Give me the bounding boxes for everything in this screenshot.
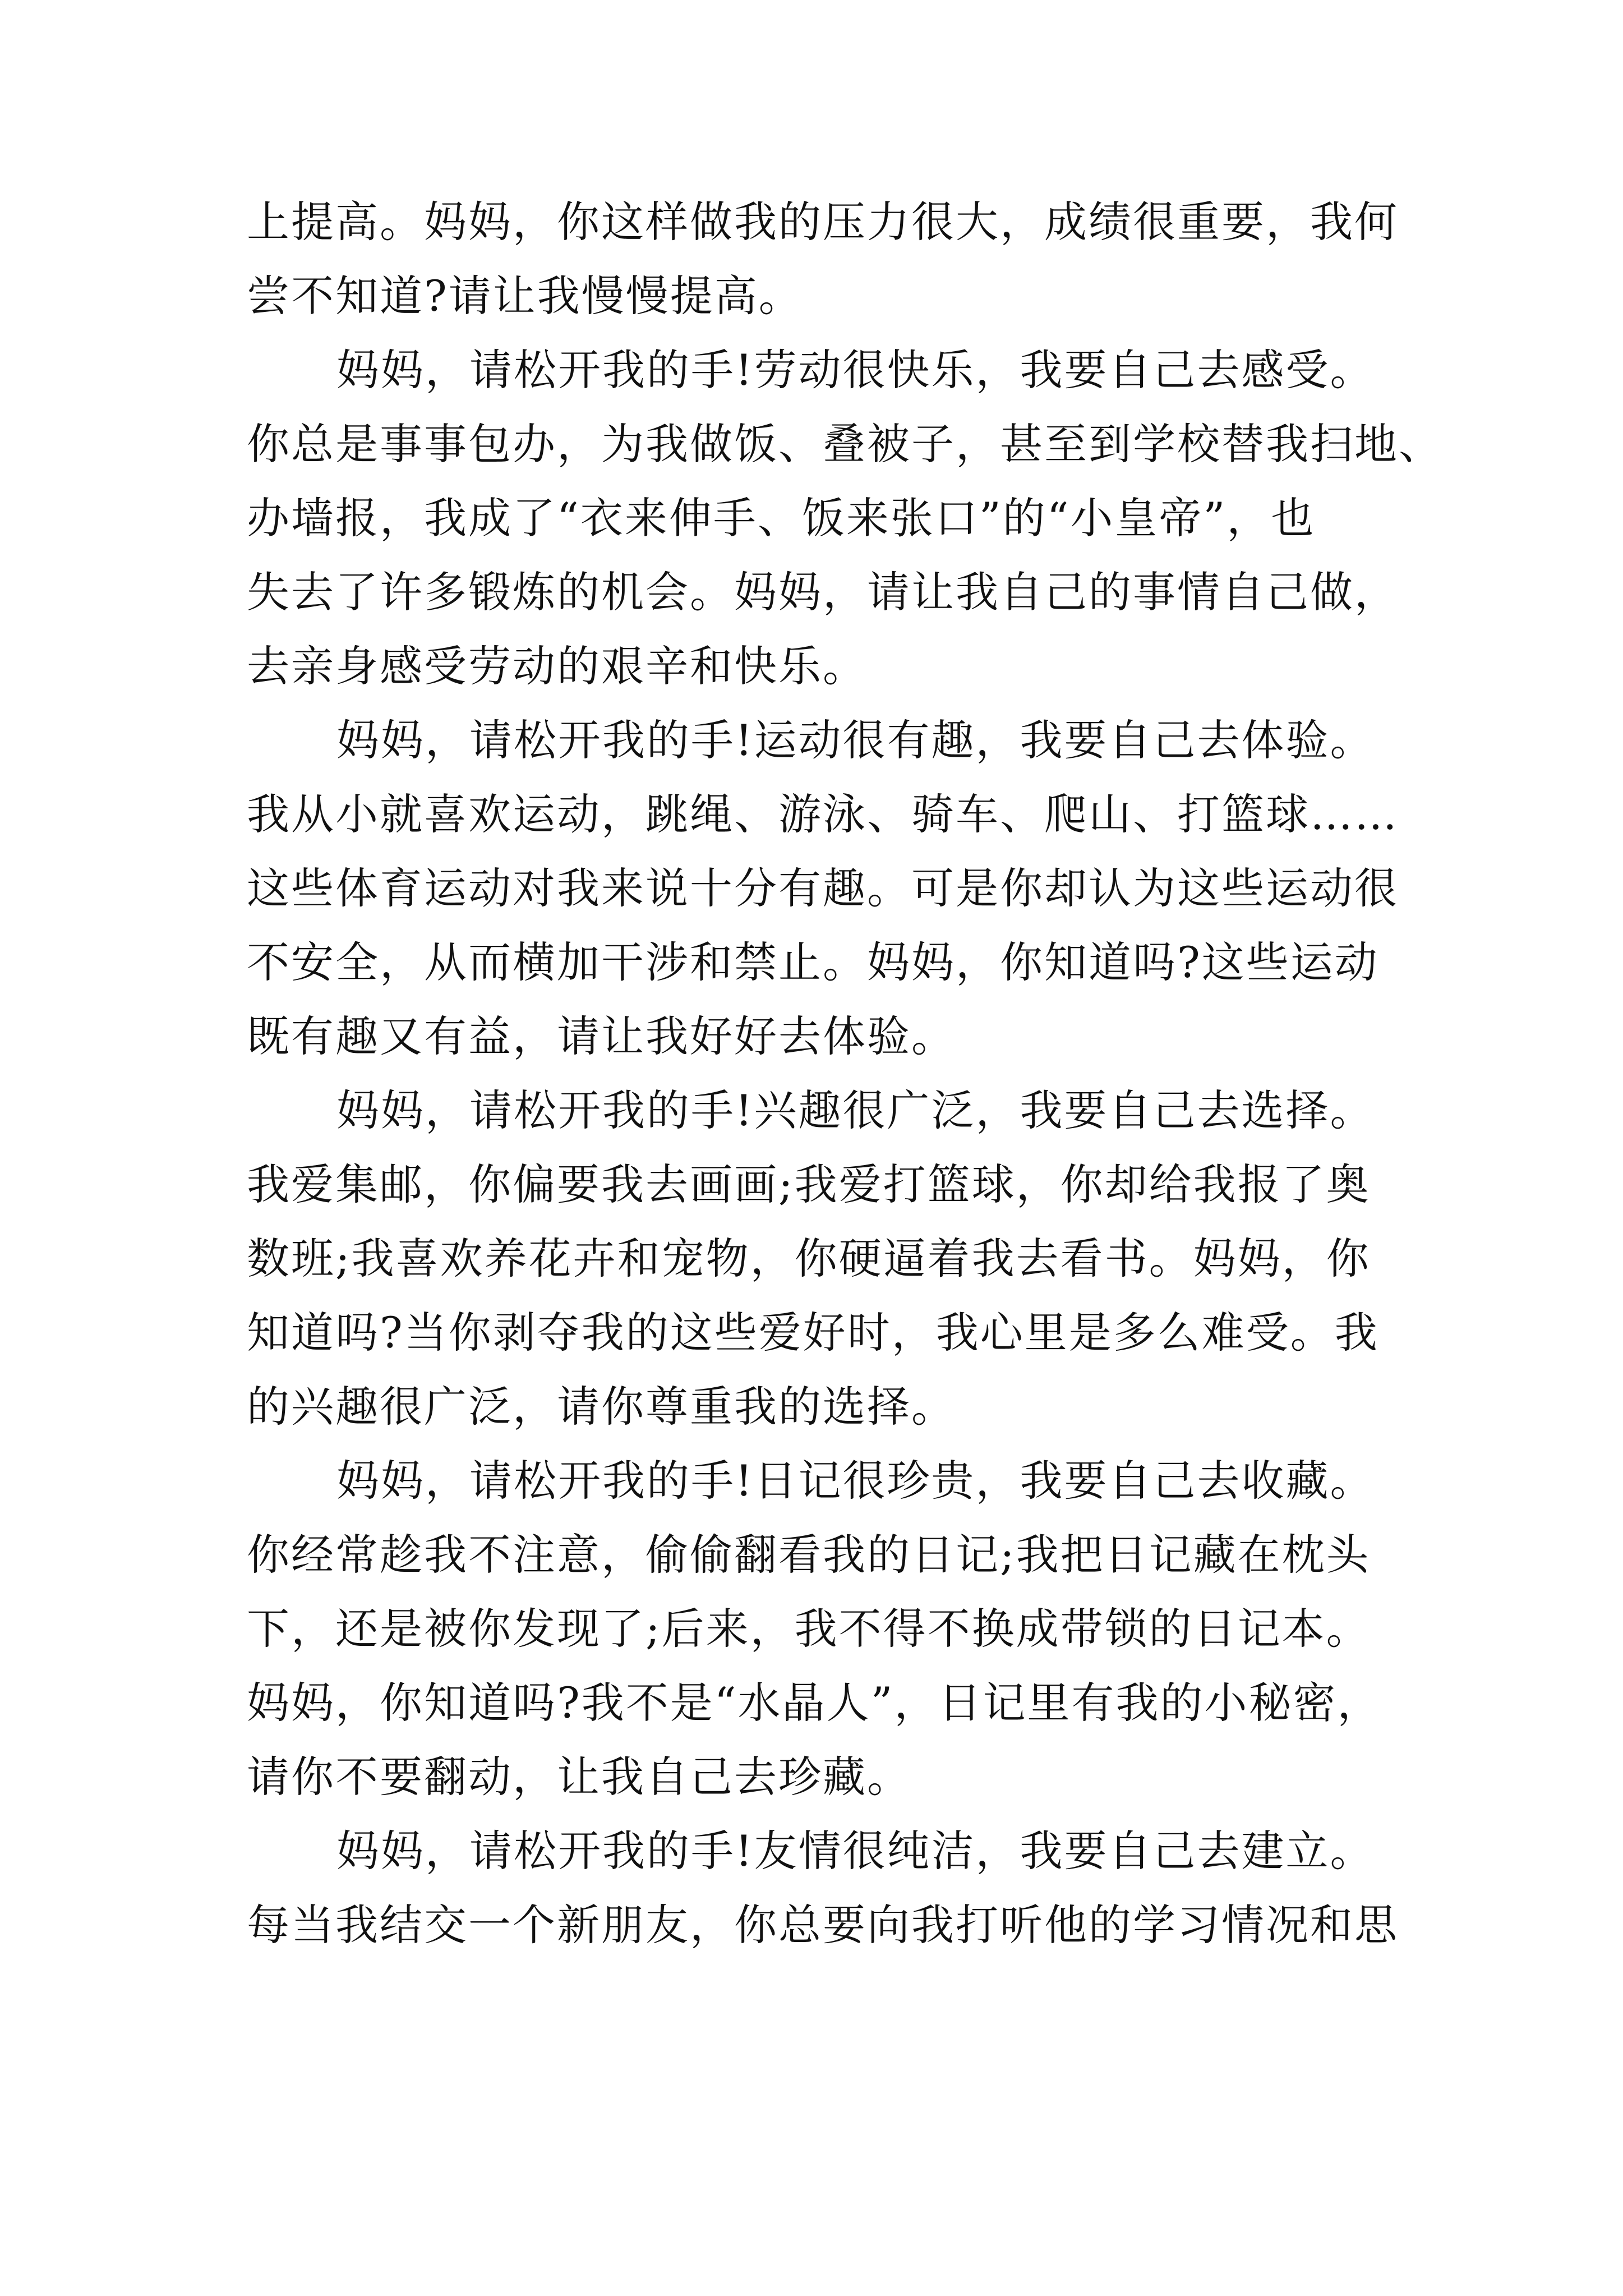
text-line: 请你不要翻动，让我自己去珍藏。	[247, 1752, 911, 1802]
body-text	[247, 185, 1443, 1962]
text-line: 去亲身感受劳动的艰辛和快乐。	[247, 641, 867, 691]
text-line: 你总是事事包办，为我做饭、叠被子，甚至到学校替我扫地、	[247, 419, 1443, 469]
text-line: 数班;我喜欢养花卉和宠物，你硬逼着我去看书。妈妈，你	[247, 1234, 1371, 1283]
paragraph-first-line: 妈妈，请松开我的手!友情很纯洁，我要自己去建立。	[336, 1826, 1375, 1876]
text-line: 不安全，从而横加干涉和禁止。妈妈，你知道吗?这些运动	[247, 937, 1379, 987]
text-line: 下，还是被你发现了;后来，我不得不换成带锁的日记本。	[247, 1604, 1371, 1654]
text-line: 尝不知道?请让我慢慢提高。	[247, 271, 803, 321]
text-line: 知道吗?当你剥夺我的这些爱好时，我心里是多么难受。我	[247, 1308, 1379, 1358]
text-line: 每当我结交一个新朋友，你总要向我打听他的学习情况和思	[247, 1900, 1399, 1950]
text-line: 我爱集邮，你偏要我去画画;我爱打篮球，你却给我报了奥	[247, 1159, 1371, 1209]
text-line: 上提高。妈妈，你这样做我的压力很大，成绩很重要，我何	[247, 197, 1399, 247]
text-line: 的兴趣很广泛，请你尊重我的选择。	[247, 1382, 956, 1432]
text-line: 失去了许多锻炼的机会。妈妈，请让我自己的事情自己做，	[247, 567, 1399, 617]
text-line: 这些体育运动对我来说十分有趣。可是你却认为这些运动很	[247, 863, 1399, 913]
text-line: 办墙报，我成了“衣来伸手、饭来张口”的“小皇帝”，也	[247, 493, 1316, 543]
text-line: 你经常趁我不注意，偷偷翻看我的日记;我把日记藏在枕头	[247, 1530, 1371, 1580]
text-line: 既有趣又有益，请让我好好去体验。	[247, 1011, 956, 1061]
text-line: 我从小就喜欢运动，跳绳、游泳、骑车、爬山、打篮球……	[247, 789, 1399, 839]
paragraph-first-line: 妈妈，请松开我的手!兴趣很广泛，我要自己去选择。	[336, 1085, 1375, 1135]
paragraph-first-line: 妈妈，请松开我的手!运动很有趣，我要自己去体验。	[336, 715, 1375, 765]
text-line: 妈妈，你知道吗?我不是“水晶人”，日记里有我的小秘密，	[247, 1678, 1382, 1728]
paragraph-first-line: 妈妈，请松开我的手!日记很珍贵，我要自己去收藏。	[336, 1456, 1375, 1506]
paragraph-first-line: 妈妈，请松开我的手!劳动很快乐，我要自己去感受。	[336, 345, 1375, 395]
